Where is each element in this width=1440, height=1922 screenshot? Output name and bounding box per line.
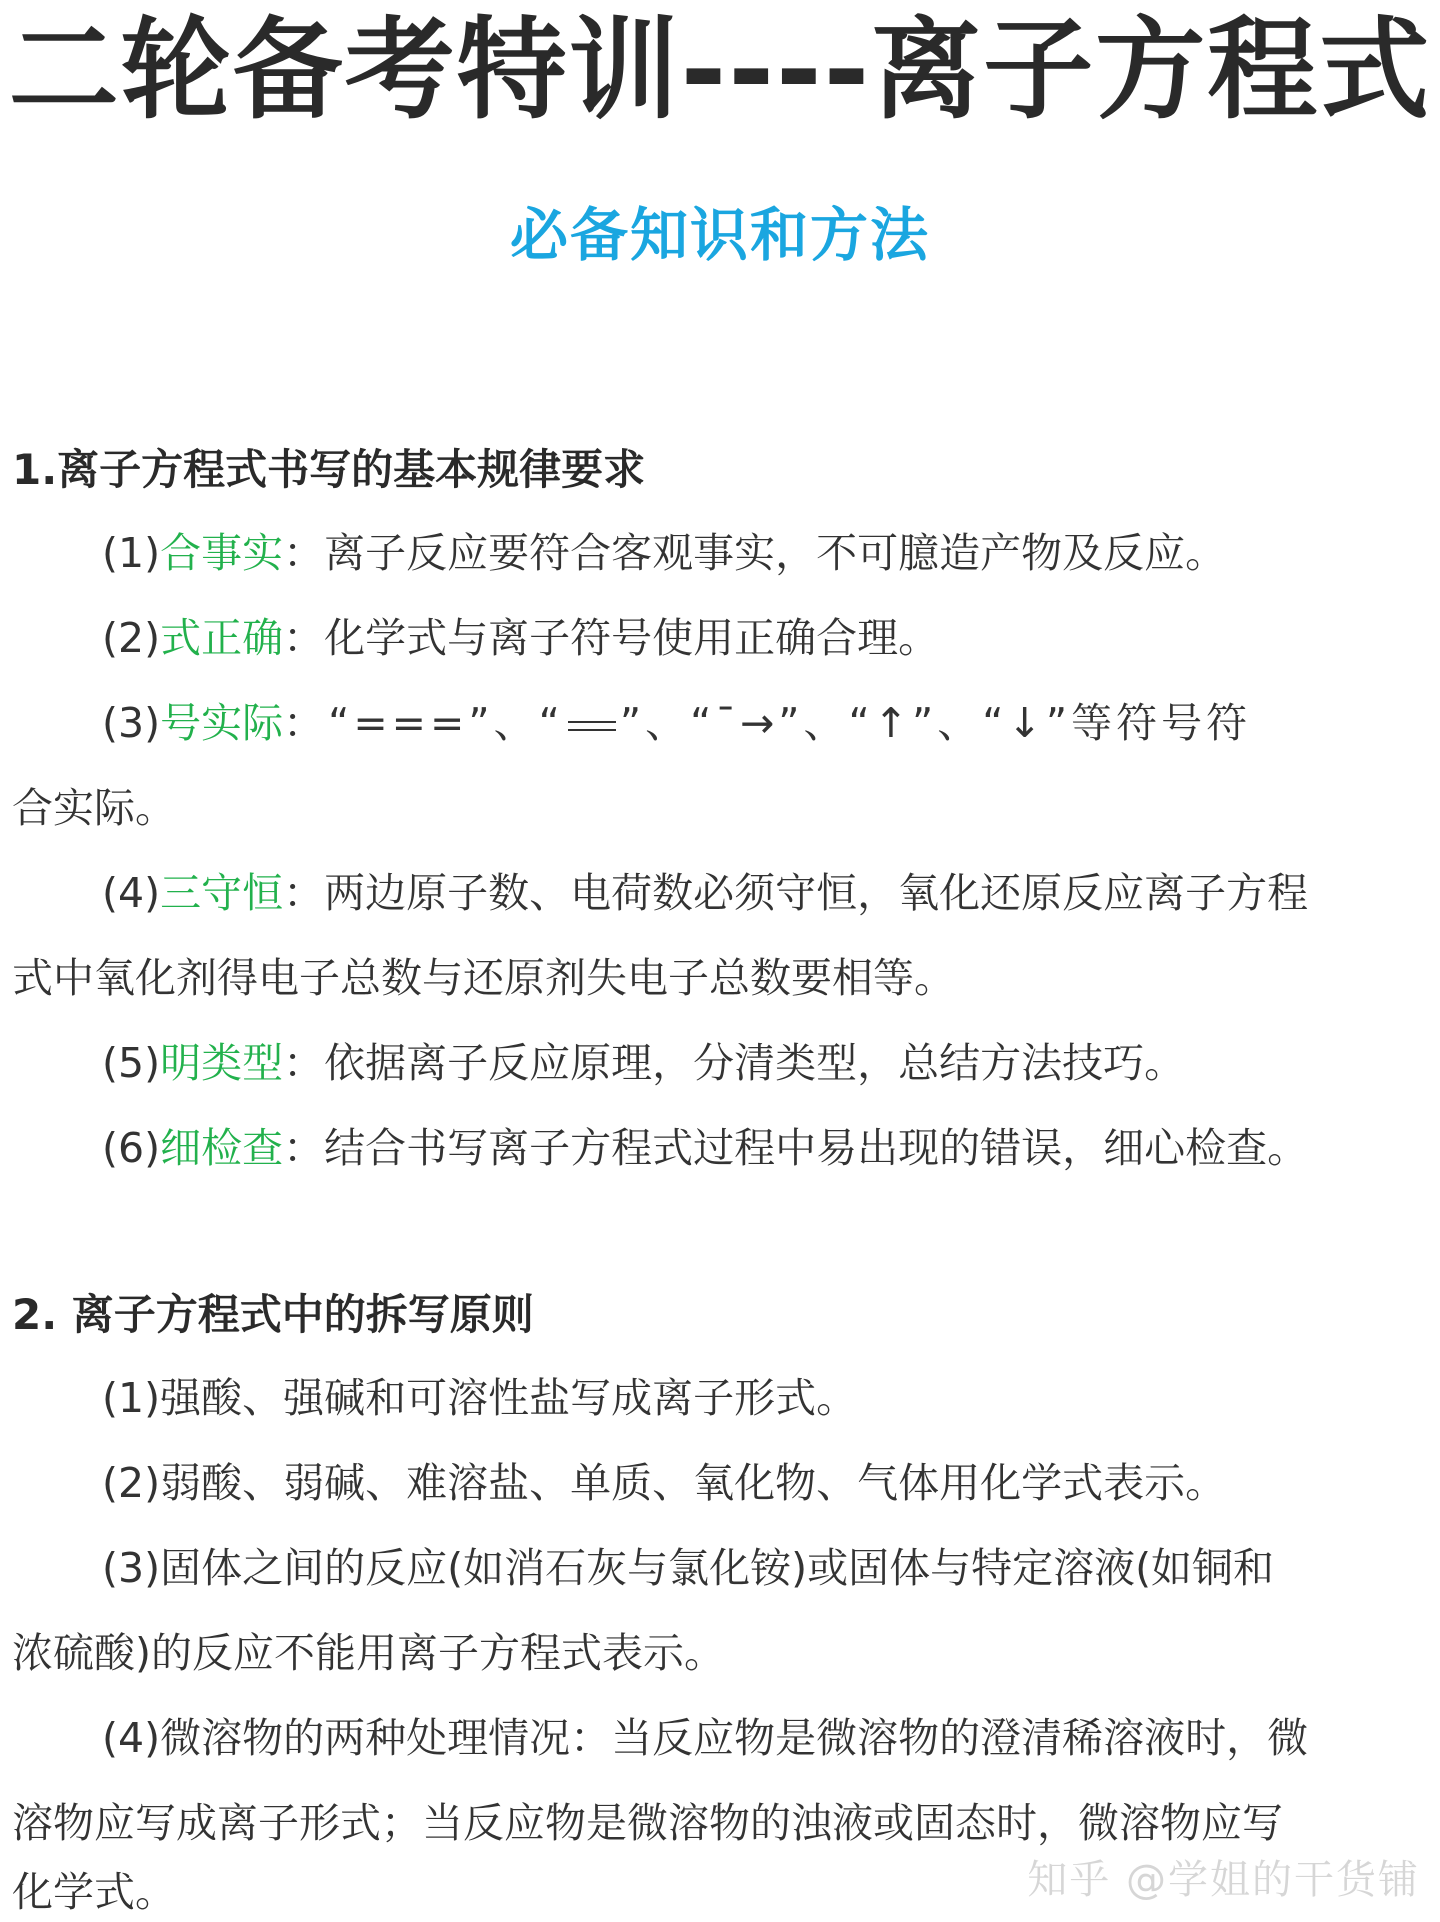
section2-heading: 2. 离子方程式中的拆写原则	[12, 1290, 534, 1339]
page-title: 二轮备考特训----离子方程式	[8, 6, 1432, 134]
rule-keyword-2: 式正确	[160, 614, 284, 662]
rule-item-3: (3)号实际：“===”、“ ”、“¯→”、“↑”、“↓”等符号符	[102, 699, 1252, 747]
rule-item-1: (1)合事实：离子反应要符合客观事实，不可臆造产物及反应。	[102, 529, 1227, 577]
rule-item-3-cont: 合实际。	[12, 784, 176, 832]
rule-item-4-cont: 式中氧化剂得电子总数与还原剂失电子总数要相等。	[12, 954, 955, 1002]
split-rule-4-cont2: 化学式。	[12, 1868, 176, 1916]
rule-item-5: (5)明类型：依据离子反应原理，分清类型，总结方法技巧。	[102, 1039, 1186, 1087]
split-rule-3: (3)固体之间的反应(如消石灰与氯化铵)或固体与特定溶液(如铜和	[102, 1544, 1275, 1592]
split-rule-1: (1)强酸、强碱和可溶性盐写成离子形式。	[102, 1374, 858, 1422]
rule-item-6: (6)细检查：结合书写离子方程式过程中易出现的错误，细心检查。	[102, 1124, 1309, 1172]
rule-item-4: (4)三守恒：两边原子数、电荷数必须守恒，氧化还原反应离子方程	[102, 869, 1309, 917]
rule-keyword-4: 三守恒	[160, 869, 284, 917]
page-subtitle: 必备知识和方法	[509, 201, 930, 269]
split-rule-4-cont: 溶物应写成离子形式；当反应物是微溶物的浊液或固态时，微溶物应写	[12, 1799, 1283, 1847]
rule-keyword-5: 明类型	[160, 1039, 284, 1087]
split-rule-4: (4)微溶物的两种处理情况：当反应物是微溶物的澄清稀溶液时，微	[102, 1714, 1309, 1762]
rule-item-2: (2)式正确：化学式与离子符号使用正确合理。	[102, 614, 940, 662]
equilibrium-arrow-icon	[564, 714, 620, 738]
split-rule-2: (2)弱酸、弱碱、难溶盐、单质、氧化物、气体用化学式表示。	[102, 1459, 1227, 1507]
rule-keyword-1: 合事实	[160, 529, 284, 577]
split-rule-3-cont: 浓硫酸)的反应不能用离子方程式表示。	[12, 1629, 725, 1677]
rule-keyword-6: 细检查	[160, 1124, 284, 1172]
rule-keyword-3: 号实际	[160, 699, 284, 747]
section1-heading: 1.离子方程式书写的基本规律要求	[12, 445, 646, 494]
watermark: 知乎 @学姐的干货铺	[1027, 1857, 1420, 1903]
